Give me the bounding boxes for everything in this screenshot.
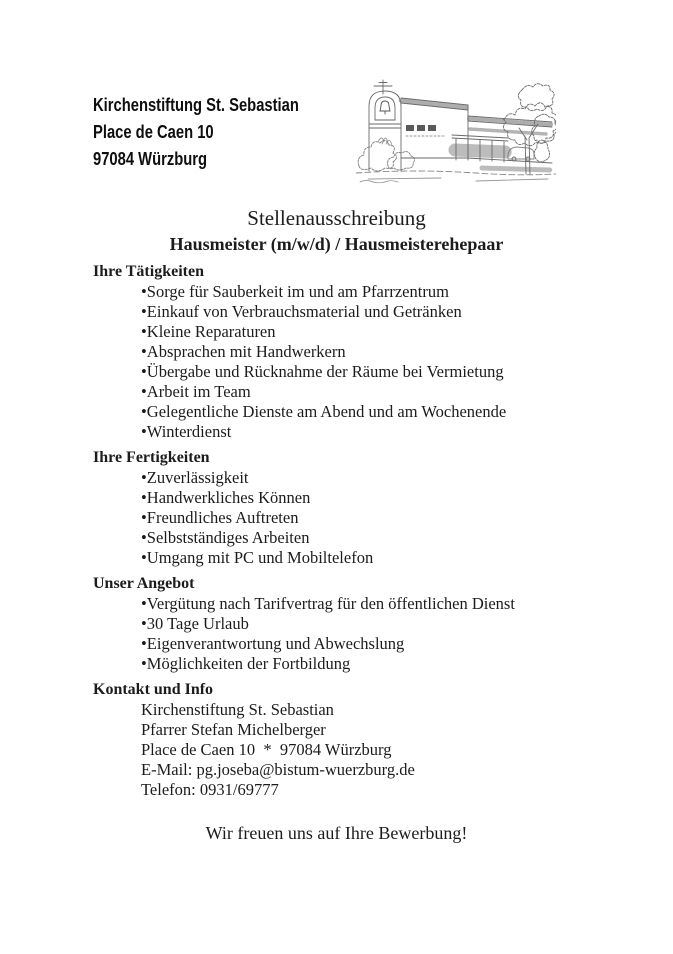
bullet-item: • Vergütung nach Tarifvertrag für den öffentlichen Dienst <box>141 594 583 614</box>
bullet-item: • Eigenverantwortung und Abwechslung <box>141 634 583 654</box>
section-heading: Kontakt und Info <box>93 681 214 698</box>
page-title: Stellenausschreibung <box>247 206 426 230</box>
bullet-item: • Sorge für Sauberkeit im und am Pfarrzentrum <box>141 282 583 302</box>
bullet-item: • Übergabe und Rücknahme der Räume bei Vermietung <box>141 362 583 382</box>
bullet-item: • Einkauf von Verbrauchsmaterial und Getränken <box>141 302 583 322</box>
section-heading: Ihre Fertigkeiten <box>93 449 210 466</box>
bullet-item: • Gelegentliche Dienste am Abend und am Wochenende <box>141 402 583 422</box>
bullet-item: • 30 Tage Urlaub <box>141 614 583 634</box>
section-heading: Ihre Tätigkeiten <box>93 263 204 280</box>
section-taetigkeiten <box>93 262 583 442</box>
bullet-item: • Umgang mit PC und Mobiltelefon <box>141 548 583 568</box>
bullet-item: • Möglichkeiten der Fortbildung <box>141 654 583 674</box>
task-list <box>93 282 583 442</box>
contact-lines <box>93 700 583 800</box>
bushes <box>358 138 414 171</box>
church-right-wing <box>452 116 552 163</box>
bullet-item: • Zuverlässigkeit <box>141 468 583 488</box>
bullet-item: • Absprachen mit Handwerkern <box>141 342 583 362</box>
ground <box>356 168 556 183</box>
section-kontakt <box>93 680 583 800</box>
contact-line: Place de Caen 10 * 97084 Würzburg <box>141 740 392 759</box>
section-angebot <box>93 574 583 674</box>
contact-line: Telefon: 0931/69777 <box>141 780 279 799</box>
cross-icon <box>374 80 392 94</box>
contact-line: Pfarrer Stefan Michelberger <box>141 720 326 739</box>
bullet-item: • Selbstständiges Arbeiten <box>141 528 583 548</box>
job-title: Hausmeister (m/w/d) / Hausmeisterehepaar <box>169 234 504 254</box>
document-body <box>0 205 673 846</box>
closing-line: Wir freuen uns auf Ihre Bewerbung! <box>205 823 468 843</box>
bullet-item: • Winterdienst <box>141 422 583 442</box>
skill-list <box>93 468 583 568</box>
section-fertigkeiten <box>93 448 583 568</box>
contact-line: E-Mail: pg.joseba@bistum-wuerzburg.de <box>141 760 415 779</box>
bullet-item: • Handwerkliches Können <box>141 488 583 508</box>
bullet-item: • Freundliches Auftreten <box>141 508 583 528</box>
section-heading: Unser Angebot <box>93 575 195 592</box>
bullet-item: • Arbeit im Team <box>141 382 583 402</box>
letterhead <box>93 92 299 173</box>
letterhead-street: Place de Caen 10 <box>93 122 214 142</box>
offer-list <box>93 594 583 674</box>
bullet-item: • Kleine Reparaturen <box>141 322 583 342</box>
letterhead-city: 97084 Würzburg <box>93 149 208 169</box>
letterhead-org-name: Kirchenstiftung St. Sebastian <box>93 95 299 115</box>
artist-signature <box>360 181 398 183</box>
contact-line: Kirchenstiftung St. Sebastian <box>141 700 334 719</box>
church-line-drawing <box>356 78 556 192</box>
